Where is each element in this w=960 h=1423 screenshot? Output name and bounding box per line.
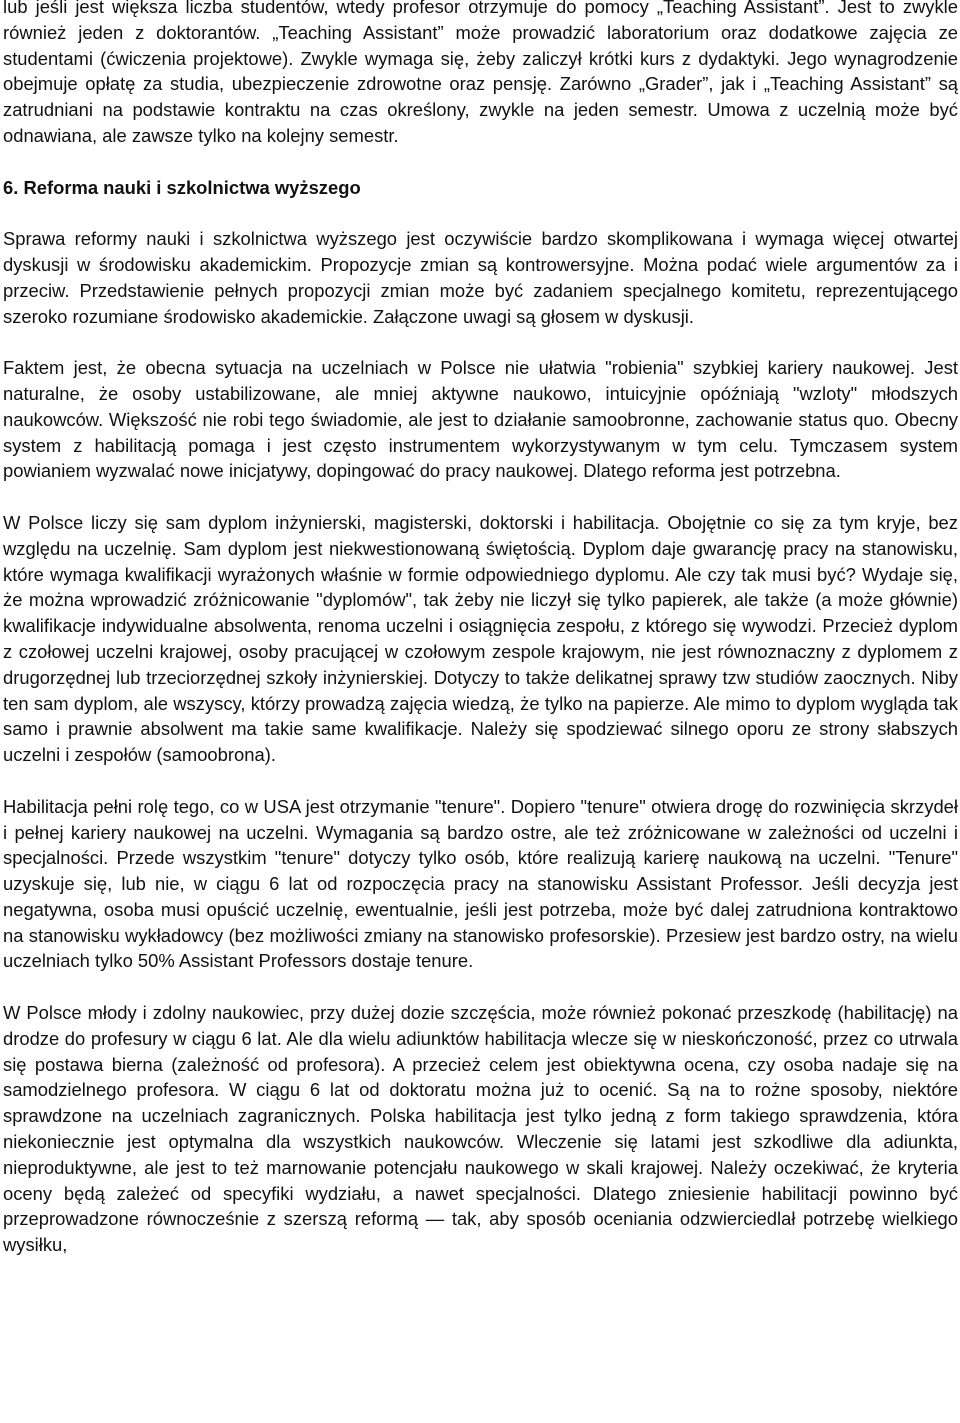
continued-paragraph: lub jeśli jest większa liczba studentów, wtedy profesor otrzymuje do pomocy „Teaching Assistant”. Jest to zwykle również jeden z doktorantów. „Teaching Assistant” może prowadzić laboratorium oraz dodatkowe zajęcia ze studentami (ćwiczenia projektowe). Zwykle wymaga się, żeby zaliczył krótki kurs z dydaktyki. Jego wynagrodzenie obejmuje opłatę za studia, ubezpieczenie zdrowotne oraz pensję. Zarówno „Grader”, jak i „Teaching Assistant” są zatrudniani na podstawie kontraktu na czas określony, zwykle na jeden semestr. Umowa z uczelnią może być odnawiana, ale zawsze tylko na kolejny semestr. (3, 0, 958, 146)
document-page (3, 0, 958, 1284)
section-heading: 6. Reforma nauki i szkolnictwa wyższego (3, 176, 361, 198)
paragraph-habilitation-tenure: Habilitacja pełni rolę tego, co w USA jest otrzymanie "tenure". Dopiero "tenure" otwiera drogę do rozwinięcia skrzydeł i pełnej kariery naukowej na uczelni. Wymagania są bardzo ostre, ale też zróżnicowane w zależności od uczelni i specjalności. Przede wszystkim "tenure" dotyczy tylko osób, które realizują karierę naukową na uczelni. "Tenure" uzyskuje się, lub nie, w ciągu 6 lat od rozpoczęcia pracy na stanowisku Assistant Professor. Jeśli decyzja jest negatywna, osoba musi opuścić uczelnię, ewentualnie, jeśli jest potrzeba, może być dalej zatrudniona kontraktowo na stanowisku wykładowcy (bez możliwości zmiany na stanowisko profesorskie). Przesiew jest bardzo ostry, na wielu uczelniach tylko 50% Assistant Professors dostaje tenure. (3, 795, 958, 972)
paragraph-diplomas: W Polsce liczy się sam dyplom inżynierski, magisterski, doktorski i habilitacja. Obojętnie co się za tym kryje, bez względu na uczelnię. Sam dyplom jest niekwestionowaną świętością. Dyplom daje gwarancję pracy na stanowisku, które wymaga kwalifikacji wyrażonych właśnie w formie odpowiedniego dyplomu. Ale czy tak musi być? Wydaje się, że można wprowadzić zróżnicowanie "dyplomów", tak żeby nie liczył się tylko papierek, ale także (a może głównie) kwalifikacje indywidualne absolwenta, renoma uczelni i osiągnięcia zespołu, z którego się wywodzi. Przecież dyplom z czołowej uczelni krajowej, osoby pracującej w czołowym zespole krajowym, nie jest równoznaczny z dyplomem z drugorzędnej lub trzeciorzędnej szkoły inżynierskiej. Dotyczy to także delikatnej sprawy tzw studiów zaocznych. Niby ten sam dyplom, ale wszyscy, którzy prowadzą zajęcia wiedzą, że tylko na papierze. Ale mimo to dyplom wygląda tak samo i prawnie absolwent ma takie same kwalifikacje. Należy się spodziewać silnego oporu ze strony słabszych uczelni i zespołów (samoobrona). (3, 511, 958, 766)
paragraph-current-situation: Faktem jest, że obecna sytuacja na uczelniach w Polsce nie ułatwia "robienia" szybkiej kariery naukowej. Jest naturalne, że osoby ustabilizowane, ale mniej aktywne naukowo, intuicyjnie opóźniają "wzloty" młodszych naukowców. Większość nie robi tego świadomie, ale jest to działanie samoobronne, zachowanie status quo. Obecny system z habilitacją pomaga i jest często instrumentem wykorzystywanym w tym celu. Tymczasem system powianiem wyzwalać nowe inicjatywy, dopingować do pracy naukowej. Dlatego reforma jest potrzebna. (3, 357, 958, 482)
paragraph-reform-intro: Sprawa reformy nauki i szkolnictwa wyższego jest oczywiście bardzo skomplikowana i wymaga więcej otwartej dyskusji w środowisku akademickim. Propozycje zmian są kontrowersyjne. Można podać wiele argumentów za i przeciw. Przedstawienie pełnych propozycji zmian może być zadaniem specjalnego komitetu, reprezentującego szeroko rozumiane środowisko akademickie. Załączone uwagi są głosem w dyskusji. (3, 228, 958, 327)
paragraph-young-scientist: W Polsce młody i zdolny naukowiec, przy dużej dozie szczęścia, może również pokonać przeszkodę (habilitację) na drodze do profesury w ciągu 6 lat. Ale dla wielu adiunktów habilitacja wlecze się w nieskończoność, przez co utrwala się postawa bierna (zależność od profesora). A przecież celem jest obiektywna ocena, czy osoba nadaje się na samodzielnego profesora. W ciągu 6 lat od doktoratu można już to ocenić. Są na to rożne sposoby, niektóre sprawdzone na uczelniach zagranicznych. Polska habilitacja jest tylko jedną z form takiego sprawdzenia, która niekonieczniе jest optymalna dla wszystkich naukowców. Wleczenie się latami jest szkodliwe dla adiunkta, nieproduktywne, ale jest to też marnowanie potencjału naukowego w skali krajowej. Należy oczekiwać, że kryteria oceny będą zależeć od specyfiki wydziału, a nawet specjalności. Dlatego zniesienie habilitacji powinno być przeprowadzone równocześnie z szerszą reformą — tak, aby sposób oceniania odzwierciedlał potrzebę wielkiego wysiłku, (3, 1002, 958, 1256)
